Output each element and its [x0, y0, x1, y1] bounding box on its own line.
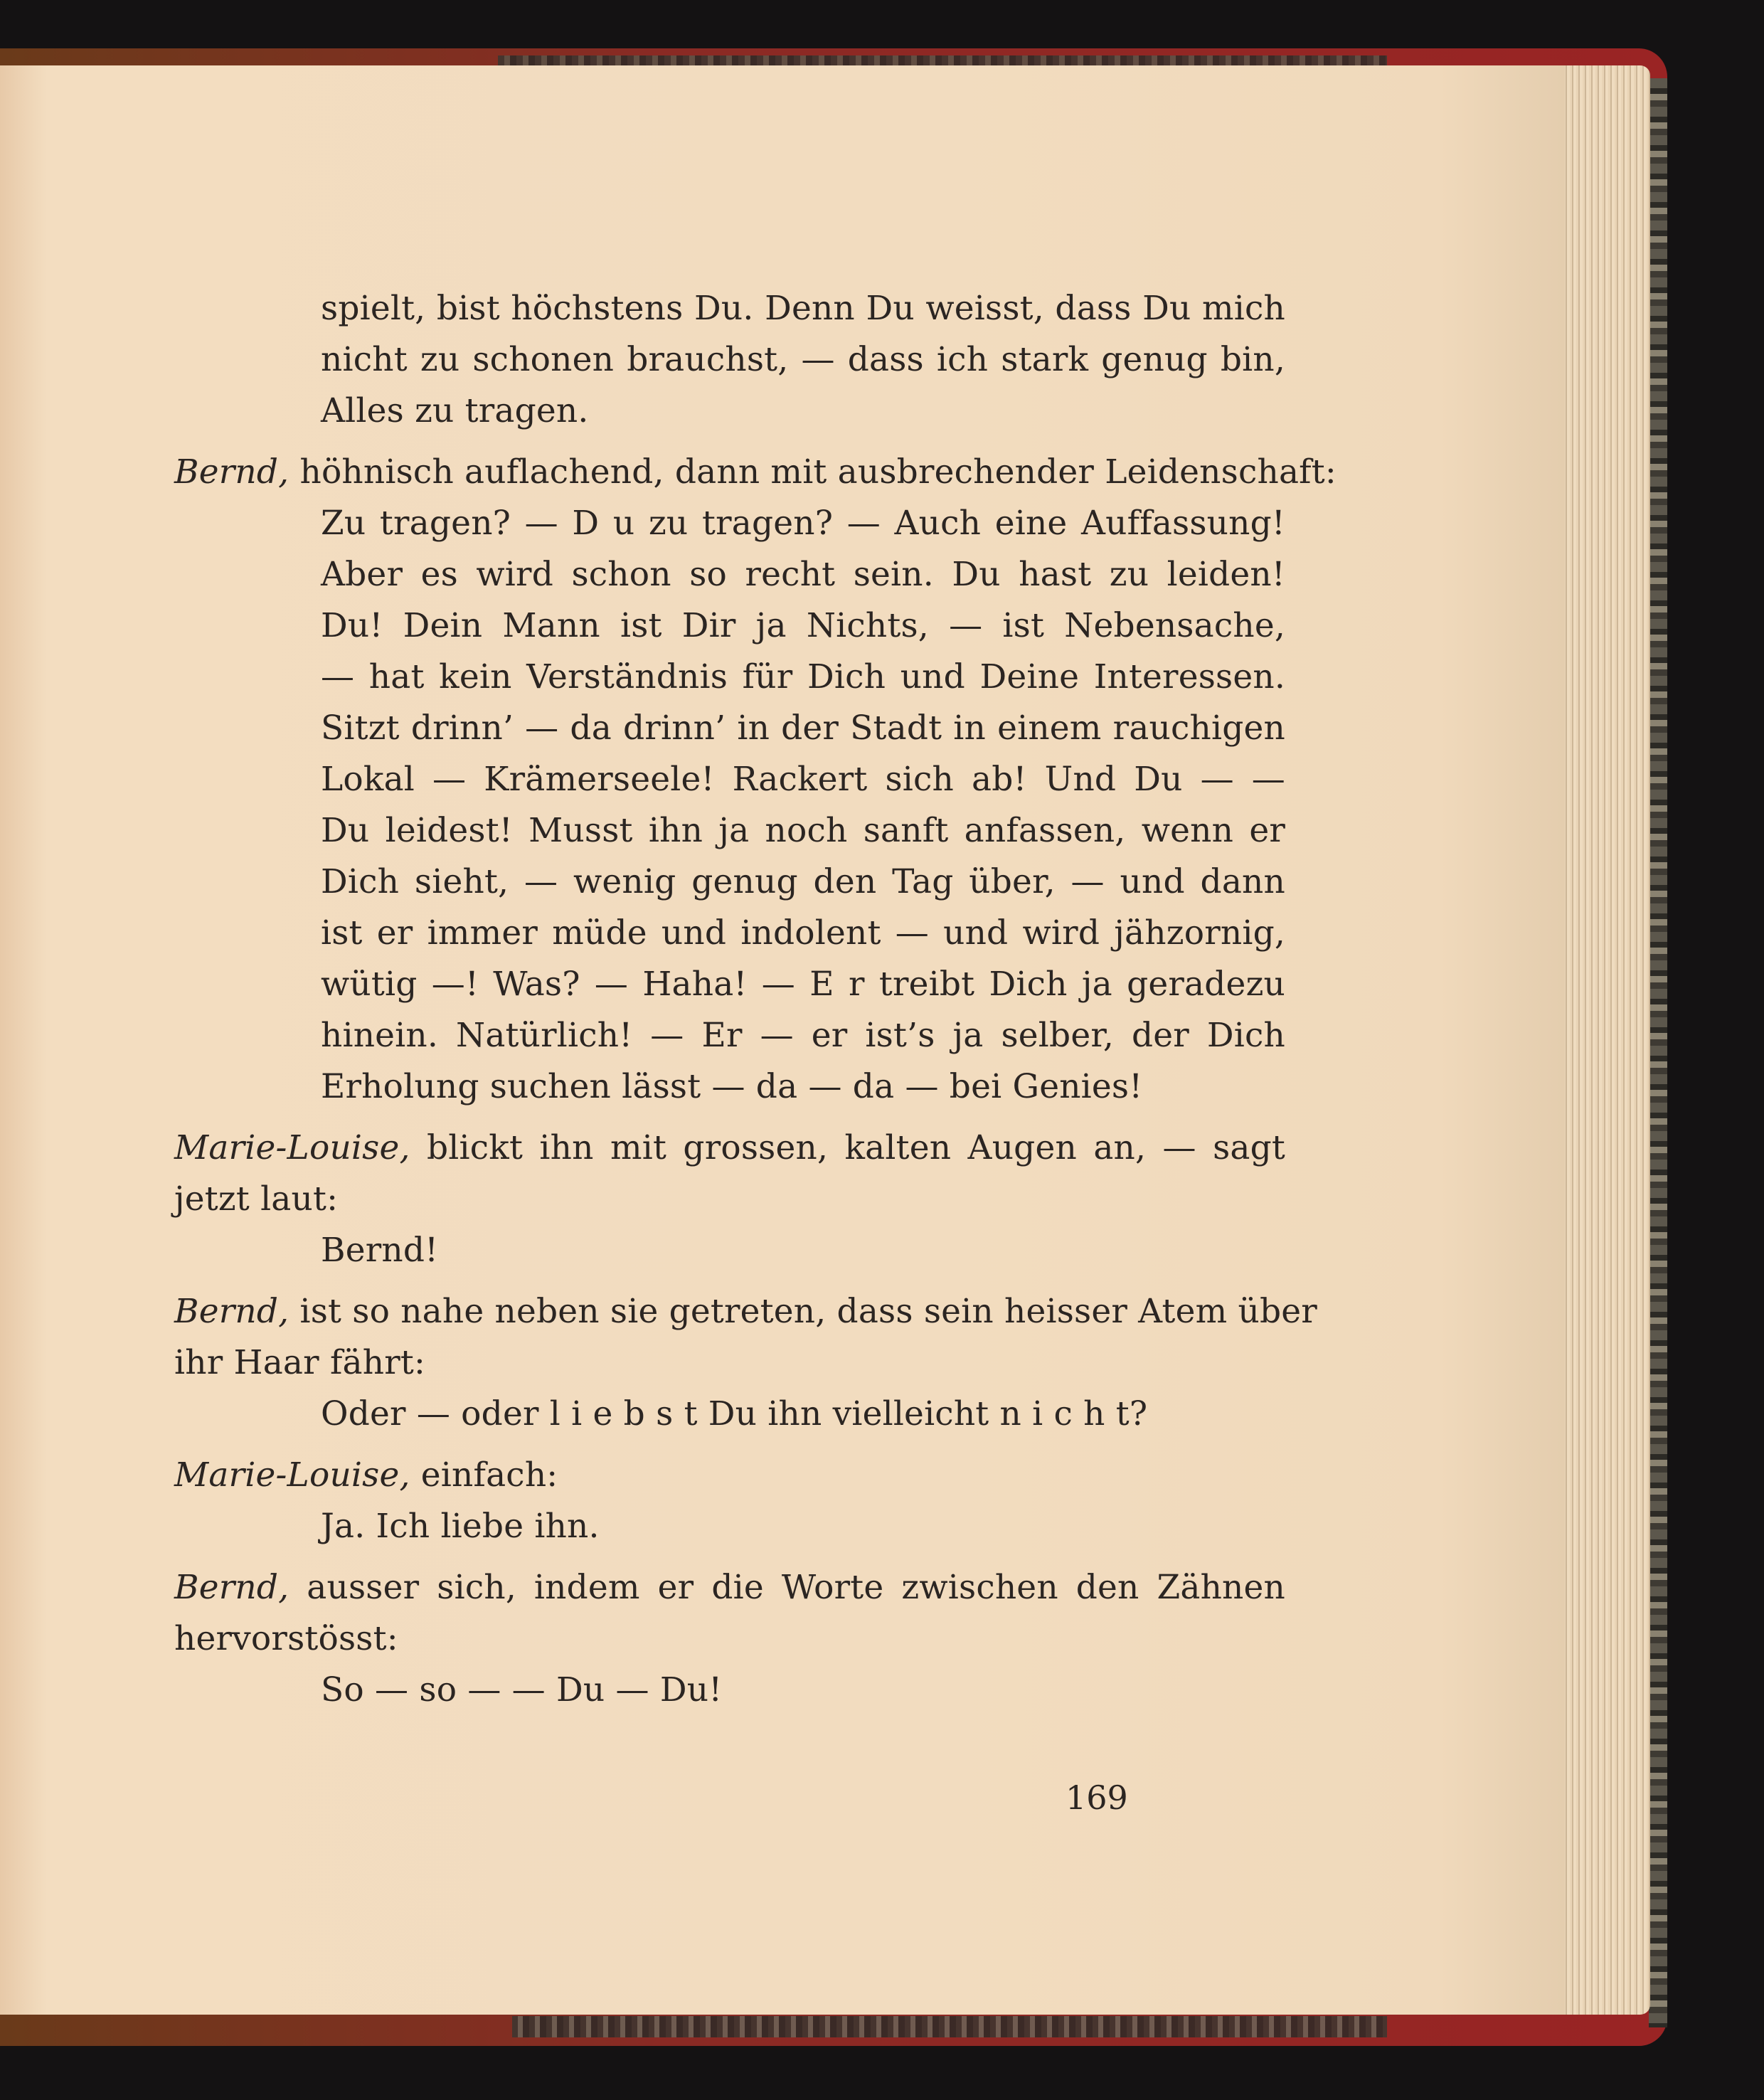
text-line: Sitzt drinn’ — da drinn’ in der Stadt in einem rauchigen: [321, 709, 1285, 748]
text-line: Du leidest! Musst ihn ja noch sanft anfassen, wenn er: [321, 811, 1285, 850]
text-line: Du! Dein Mann ist Dir ja Nichts, — ist Nebensache,: [321, 606, 1285, 645]
page-number: 169: [1066, 1778, 1128, 1817]
text-line: So — so — — Du — Du!: [321, 1670, 723, 1709]
stage-direction: einfach:: [420, 1455, 558, 1495]
text-line: Alles zu tragen.: [321, 391, 589, 430]
text-line: Oder — oder l i e b s t Du ihn vielleicht n i c h t?: [321, 1394, 1148, 1433]
stage-direction-line: [174, 447, 1337, 498]
text-line: Lokal — Krämerseele! Rackert sich ab! Und Du — —: [321, 760, 1285, 799]
text-line: Erholung suchen lässt — da — da — bei Genies!: [321, 1067, 1143, 1106]
stage-direction-line: [174, 1562, 1285, 1613]
speaker-name: Bernd,: [174, 1292, 289, 1331]
text-line: nicht zu schonen brauchst, — dass ich stark genug bin,: [321, 340, 1285, 379]
cover-pattern-bottom: [512, 2016, 1387, 2037]
page-stack-edge: [1551, 65, 1650, 2015]
text-line: Aber es wird schon so recht sein. Du hast zu leiden!: [321, 555, 1285, 594]
text-line: hervorstösst:: [174, 1619, 398, 1658]
text-line: jetzt laut:: [174, 1179, 339, 1219]
speaker-name: Marie-Louise,: [174, 1128, 410, 1167]
stage-direction: ist so nahe neben sie getreten, dass sein heisser Atem über: [299, 1292, 1317, 1331]
text-line: Zu tragen? — D u zu tragen? — Auch eine Auffassung!: [321, 504, 1285, 543]
text-line: Bernd!: [321, 1231, 439, 1270]
text-line: wütig —! Was? — Haha! — E r treibt Dich ja geradezu: [321, 965, 1285, 1004]
text-line: ist er immer müde und indolent — und wird jähzornig,: [321, 913, 1285, 953]
stage-direction-line: [174, 1123, 1285, 1174]
speaker-name: Marie-Louise,: [174, 1455, 410, 1495]
book-page: [0, 65, 1565, 2015]
text-line: ihr Haar fährt:: [174, 1343, 426, 1382]
text-line: spielt, bist höchstens Du. Denn Du weisst, dass Du mich: [321, 289, 1285, 328]
speaker-name: Bernd,: [174, 452, 289, 492]
page-text: [174, 283, 1337, 1716]
text-line: hinein. Natürlich! — Er — er ist’s ja selber, der Dich: [321, 1016, 1285, 1055]
stage-direction: blickt ihn mit grossen, kalten Augen an, — sagt: [427, 1128, 1285, 1167]
stage-direction-line: [174, 1450, 1285, 1501]
text-line: Ja. Ich liebe ihn.: [321, 1507, 600, 1546]
text-line: — hat kein Verständnis für Dich und Deine Interessen.: [321, 657, 1285, 696]
stage-direction: höhnisch auflachend, dann mit ausbrechender Leidenschaft:: [299, 452, 1337, 492]
stage-direction: ausser sich, indem er die Worte zwischen den Zähnen: [307, 1568, 1285, 1607]
speaker-name: Bernd,: [174, 1568, 289, 1607]
text-line: Dich sieht, — wenig genug den Tag über, — und dann: [321, 862, 1285, 901]
stage-direction-line: [174, 1286, 1317, 1337]
marbled-page-edge: [1649, 78, 1667, 2027]
